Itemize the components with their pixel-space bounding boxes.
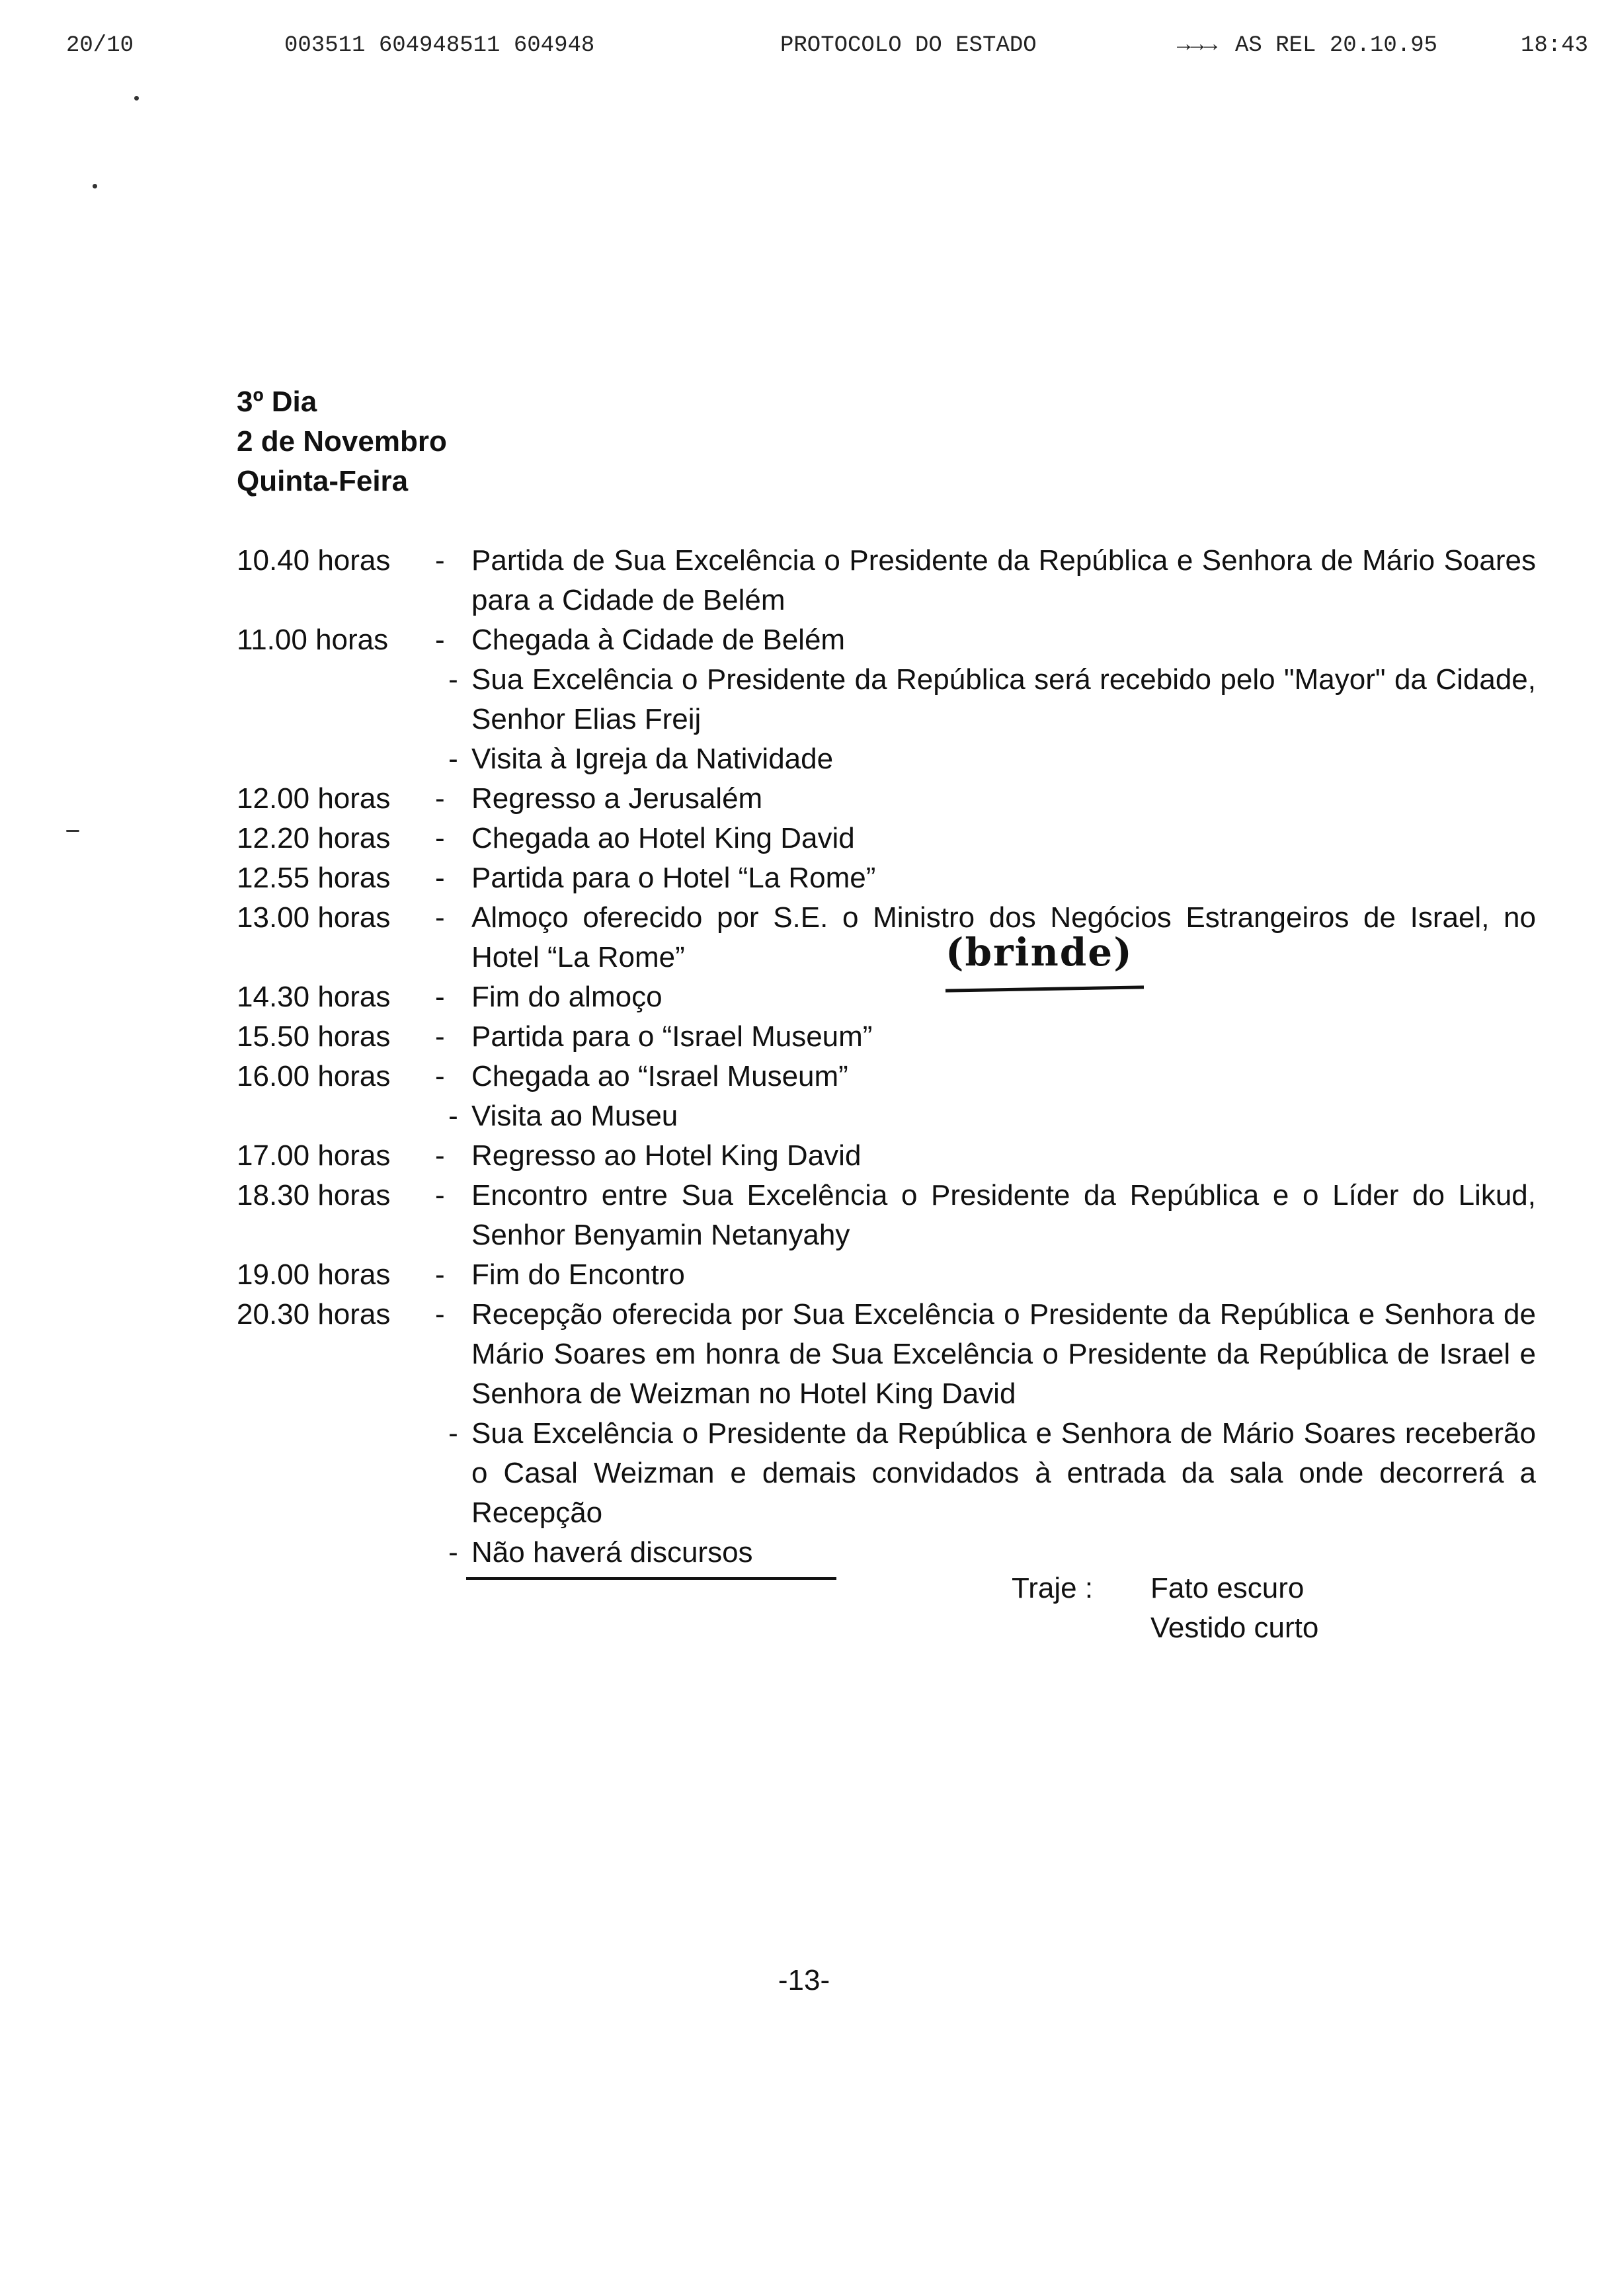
schedule-dash: - [448,1536,458,1569]
schedule-text: Não haverá discursos [471,1536,753,1569]
schedule-row [237,898,1546,977]
schedule-dash: - [448,1417,458,1450]
fax-time: 18:43 [1521,33,1589,58]
schedule-text: Chegada ao Hotel King David [471,822,855,854]
schedule-dash: - [435,1060,445,1092]
schedule-row [237,1136,1546,1176]
schedule-row [237,739,1546,779]
schedule-text: Recepção oferecida por Sua Excelência o Presidente da República e Senhora de Mário Soares em honra de Sua Excelência o Presidente da República de Israel e Senhora de Weizman no Hotel King David [471,1298,1536,1410]
schedule-dash: - [435,782,445,815]
schedule-row [237,1017,1546,1057]
schedule-dash: - [435,981,445,1013]
schedule-row [237,858,1546,898]
schedule-dash: - [435,822,445,854]
schedule-dash: - [435,1298,445,1331]
fax-date: 20/10 [66,33,134,58]
schedule-dash: - [435,901,445,934]
schedule-time: 12.00 horas [237,782,391,815]
schedule-text: Sua Excelência o Presidente da República será recebido pelo "Mayor" da Cidade, Senhor Elias Freij [471,663,1536,735]
schedule-dash: - [435,1139,445,1172]
schedule-row [237,660,1546,739]
schedule-text: Partida para o Hotel “La Rome” [471,862,876,894]
schedule-row [237,1295,1546,1414]
schedule-dash: - [448,743,458,775]
scan-speck [66,830,79,832]
schedule-time: 17.00 horas [237,1139,391,1172]
fax-sender: PROTOCOLO DO ESTADO [780,33,1037,58]
schedule-text: Fim do almoço [471,981,663,1013]
fax-recipient: AS REL 20.10.95 [1235,33,1438,58]
schedule-dash: - [435,624,445,656]
schedule-time: 14.30 horas [237,981,391,1013]
schedule-time: 20.30 horas [237,1298,391,1331]
schedule-row [237,1096,1546,1136]
schedule-time: 12.20 horas [237,822,391,854]
scan-speck [134,96,139,101]
schedule-row [237,1533,1546,1573]
schedule-text: Visita à Igreja da Natividade [471,743,834,775]
schedule-list [237,541,1546,1573]
dress-code-men: Fato escuro [1150,1572,1305,1604]
schedule-time: 18.30 horas [237,1179,391,1211]
dress-code-women: Vestido curto [1150,1612,1319,1644]
dress-code-values [1150,1569,1318,1648]
schedule-text: Chegada ao “Israel Museum” [471,1060,848,1092]
day-weekday: Quinta-Feira [237,465,409,497]
schedule-row [237,779,1546,819]
schedule-time: 16.00 horas [237,1060,391,1092]
schedule-row [237,620,1546,660]
fax-numbers: 003511 604948511 604948 [284,33,595,58]
day-heading [237,382,447,501]
day-number: 3º Dia [237,386,317,418]
day-date: 2 de Novembro [237,425,447,458]
schedule-row [237,1255,1546,1295]
schedule-dash: - [435,862,445,894]
schedule-time: 12.55 horas [237,862,391,894]
schedule-text: Regresso ao Hotel King David [471,1139,862,1172]
schedule-row [237,1176,1546,1255]
schedule-text: Fim do Encontro [471,1258,685,1291]
schedule-row [237,977,1546,1017]
schedule-dash: - [448,1100,458,1132]
schedule-row [237,1414,1546,1533]
schedule-dash: - [435,1258,445,1291]
dress-code-label: Traje : [1012,1572,1094,1604]
schedule-text: Partida para o “Israel Museum” [471,1020,873,1053]
schedule-time: 19.00 horas [237,1258,391,1291]
schedule-dash: - [448,663,458,696]
scan-speck [93,184,97,188]
schedule-row [237,1057,1546,1096]
schedule-dash: - [435,1020,445,1053]
schedule-row [237,819,1546,858]
schedule-time: 13.00 horas [237,901,391,934]
fax-arrow: →→→ [1177,33,1218,58]
schedule-dash: - [435,1179,445,1211]
schedule-text: Partida de Sua Excelência o Presidente da República e Senhora de Mário Soares para a Cidade de Belém [471,544,1536,616]
schedule-time: 11.00 horas [237,624,389,656]
schedule-text: Regresso a Jerusalém [471,782,763,815]
page-number: -13- [778,1964,830,1996]
schedule-row [237,541,1546,620]
schedule-text: Encontro entre Sua Excelência o Presidente da República e o Líder do Likud, Senhor Benyamin Netanyahy [471,1179,1536,1251]
schedule-text: Sua Excelência o Presidente da República e Senhora de Mário Soares receberão o Casal Weizman e demais convidados à entrada da sala onde decorrerá a Recepção [471,1417,1536,1529]
schedule-text: Almoço oferecido por S.E. o Ministro dos Negócios Estrangeiros de Israel, no Hotel “La Rome” [471,901,1536,973]
schedule-text: Visita ao Museu [471,1100,678,1132]
schedule-time: 10.40 horas [237,544,391,577]
fax-header [0,33,1608,73]
ink-underline [466,1577,836,1580]
schedule-text: Chegada à Cidade de Belém [471,624,846,656]
schedule-dash: - [435,544,445,577]
schedule-time: 15.50 horas [237,1020,391,1053]
handwritten-note: (brinde) [945,930,1133,975]
